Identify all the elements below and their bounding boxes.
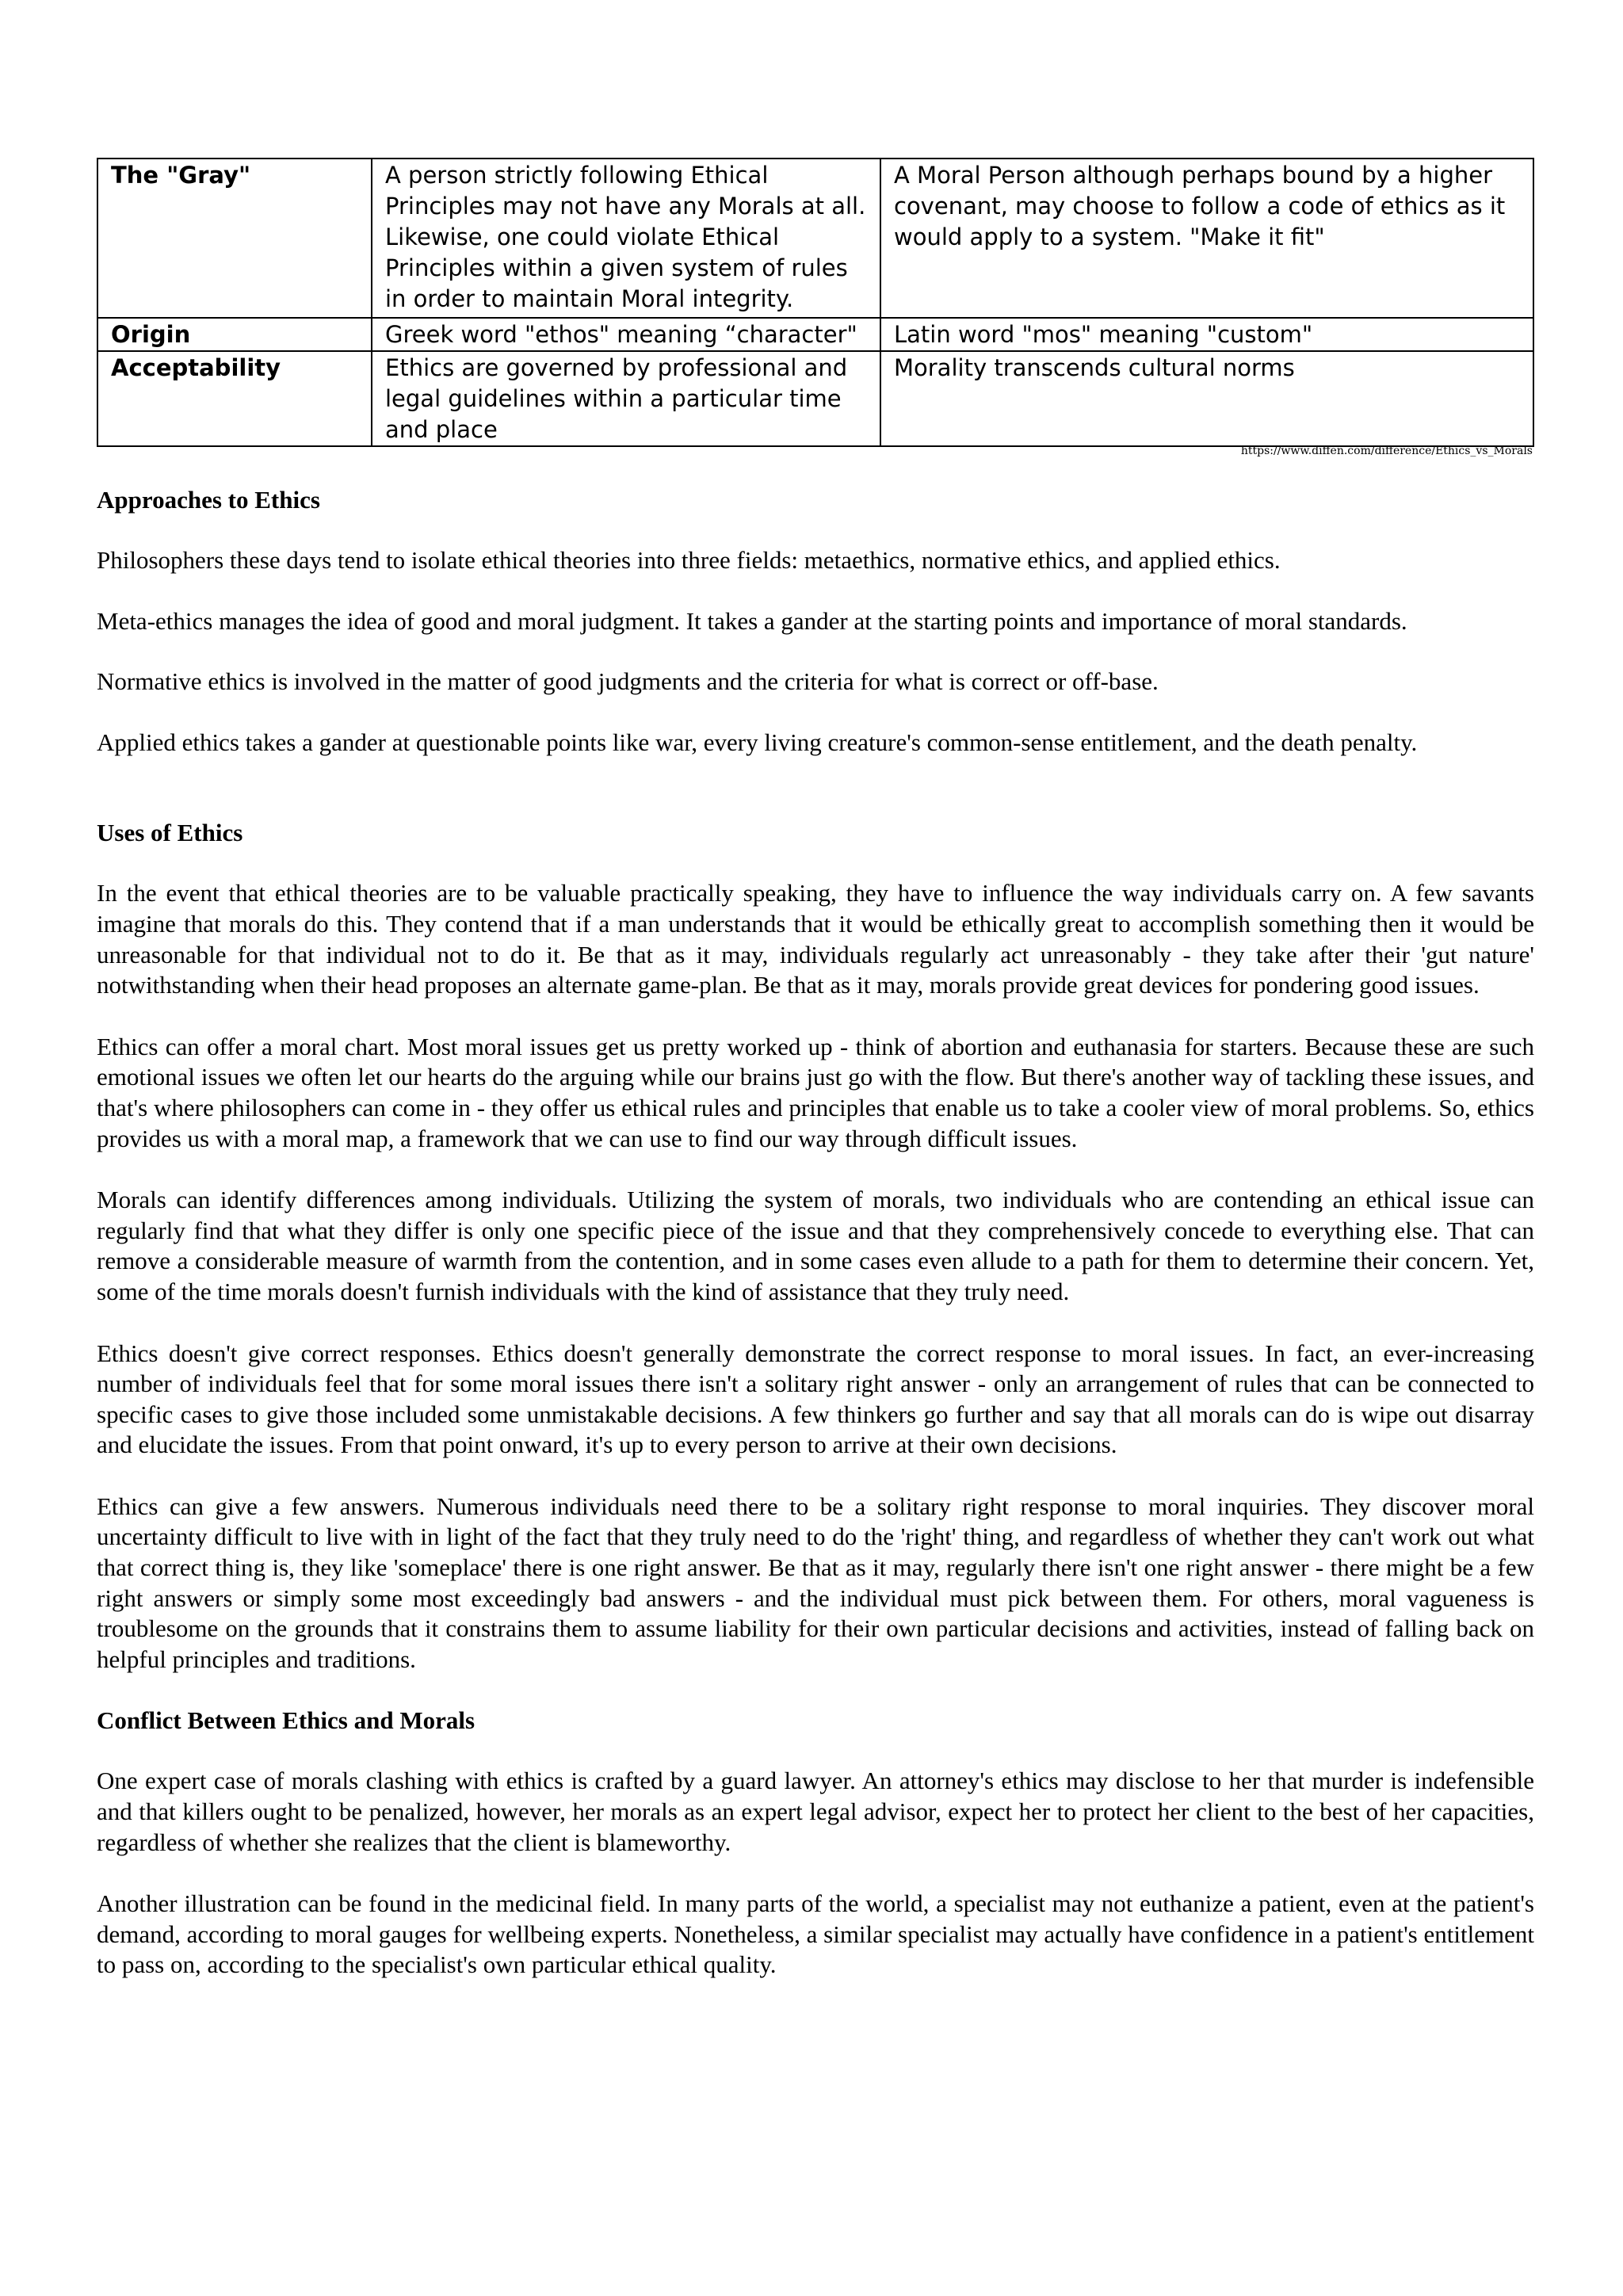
section-heading-uses: Uses of Ethics bbox=[97, 819, 243, 847]
ethics-cell: Greek word "ethos" meaning “character" bbox=[372, 318, 880, 351]
morals-cell: Morality transcends cultural norms bbox=[880, 351, 1533, 446]
paragraph: Ethics can offer a moral chart. Most moral issues get us pretty worked up - think of abortion and euthanasia for starters. Because these are such emotional issues we often let our hearts do the arguing while our brains just go with the flow. But there's another way of tackling these issues, and that's where philosophers can come in - they offer us ethical rules and principles that enable us to take a cooler view of moral problems. So, ethics provides us with a moral map, a framework that we can use to find our way through difficult issues. bbox=[97, 1032, 1534, 1152]
table-row bbox=[97, 318, 1533, 351]
row-label: Origin bbox=[97, 318, 372, 351]
morals-cell: A Moral Person although perhaps bound by a higher covenant, may choose to follow a code of ethics as it would apply to a system. "Make it fit" bbox=[880, 159, 1533, 318]
section-heading-approaches: Approaches to Ethics bbox=[97, 486, 320, 514]
paragraph: Philosophers these days tend to isolate ethical theories into three fields: metaethics, normative ethics, and applied ethics. bbox=[97, 546, 1281, 574]
ethics-vs-morals-table bbox=[97, 158, 1534, 447]
section-heading-conflict: Conflict Between Ethics and Morals bbox=[97, 1706, 475, 1735]
paragraph: Ethics can give a few answers. Numerous individuals need there to be a solitary right response to moral inquiries. They discover moral uncertainty difficult to live with in light of the fact that they truly need to do the 'right' thing, and regardless of whether they can't work out what that correct thing is, they like 'someplace' there is one right answer. Be that as it may, regularly there isn't one right answer - there might be a few right answers or simply some most exceedingly bad answers - and the individual must pick between them. For others, moral vagueness is troublesome on the grounds that it constrains them to assume liability for their own particular decisions and activities, instead of falling back on helpful principles and traditions. bbox=[97, 1492, 1534, 1673]
paragraph: Morals can identify differences among individuals. Utilizing the system of morals, two individuals who are contending an ethical issue can regularly find that what they differ is only one specific piece of the issue and that they comprehensively concede to everything else. That can remove a considerable measure of warmth from the contention, and in some cases even allude to a path for them to determine their concern. Yet, some of the time morals doesn't furnish individuals with the kind of assistance that they truly need. bbox=[97, 1186, 1534, 1305]
table-row bbox=[97, 351, 1533, 446]
paragraph: Another illustration can be found in the medicinal field. In many parts of the world, a specialist may not euthanize a patient, even at the patient's demand, according to moral gauges for wellbeing experts. Nonetheless, a similar specialist may actually have confidence in a patient's entitlement to pass on, according to the specialist's own particular ethical quality. bbox=[97, 1889, 1534, 1979]
paragraph: Ethics doesn't give correct responses. Ethics doesn't generally demonstrate the correct response to moral issues. In fact, an ever-increasing number of individuals feel that for some moral issues there isn't a solitary right answer - only an arrangement of rules that can be connected to specific cases to give those included some unmistakable decisions. A few thinkers go further and say that all morals can do is wipe out disarray and elucidate the issues. From that point onward, it's up to every person to arrive at their own decisions. bbox=[97, 1339, 1534, 1459]
article-body bbox=[97, 485, 1534, 1981]
ethics-cell: Ethics are governed by professional and legal guidelines within a particular time and place bbox=[372, 351, 880, 446]
paragraph: In the event that ethical theories are to be valuable practically speaking, they have to influence the way individuals carry on. A few savants imagine that morals do this. They contend that if a man understands that it would be ethically great to accomplish something then it would be unreasonable for that individual not to do it. Be that as it may, individuals regularly act unreasonably - they take after their 'gut nature' notwithstanding when their head proposes an alternate game-plan. Be that as it may, morals provide great devices for pondering good issues. bbox=[97, 879, 1534, 999]
paragraph: Normative ethics is involved in the matter of good judgments and the criteria for what is correct or off-base. bbox=[97, 667, 1159, 696]
morals-cell: Latin word "mos" meaning "custom" bbox=[880, 318, 1533, 351]
table-source-citation: https://www.diffen.com/difference/Ethics_vs_Morals bbox=[1240, 445, 1533, 457]
paragraph: Applied ethics takes a gander at questionable points like war, every living creature's common-sense entitlement, and the death penalty. bbox=[97, 728, 1418, 756]
paragraph: One expert case of morals clashing with ethics is crafted by a guard lawyer. An attorney's ethics may disclose to her that murder is indefensible and that killers ought to be penalized, however, her morals as an expert legal advisor, expect her to protect her client to the best of her capacities, regardless of whether she realizes that the client is blameworthy. bbox=[97, 1767, 1534, 1856]
ethics-cell: A person strictly following Ethical Principles may not have any Morals at all. Likewise, one could violate Ethical Principles within a given system of rules in order to maintain Moral integrity. bbox=[372, 159, 880, 318]
row-label: The "Gray" bbox=[97, 159, 372, 318]
row-label: Acceptability bbox=[97, 351, 372, 446]
paragraph: Meta-ethics manages the idea of good and moral judgment. It takes a gander at the starting points and importance of moral standards. bbox=[97, 606, 1407, 635]
table-row bbox=[97, 159, 1533, 318]
